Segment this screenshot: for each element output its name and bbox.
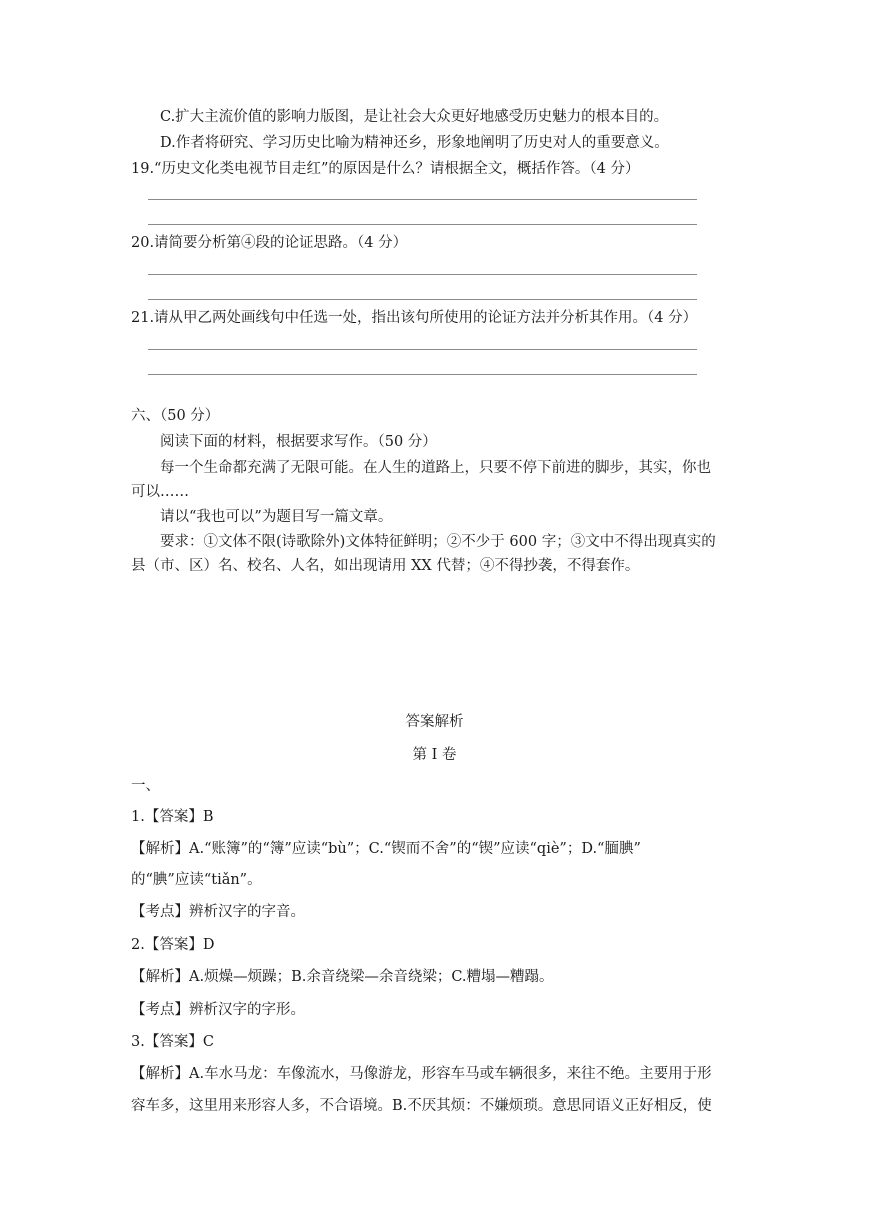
writing-material-cont: 可以…… [131, 484, 189, 500]
writing-task: 请以“我也可以”为题目写一篇文章。 [160, 509, 393, 525]
question-21: 21.请从甲乙两处画线句中任选一处，指出该句所使用的论证方法并分析其作用。（4 分） [131, 310, 698, 326]
point-2: 【考点】辨析汉字的字形。 [131, 1002, 305, 1018]
answer-3: 3.【答案】C [131, 1034, 214, 1050]
option-c: C.扩大主流价值的影响力版图，是让社会大众更好地感受历史魅力的根本目的。 [160, 109, 669, 125]
answers-volume: 第 I 卷 [412, 747, 457, 763]
answer-line [148, 274, 697, 275]
writing-material: 每一个生命都充满了无限可能。在人生的道路上，只要不停下前进的脚步，其实，你也 [160, 460, 711, 476]
analysis-3-cont: 容车多，这里用来形容人多，不合语境。B.不厌其烦：不嫌烦琐。意思同语义正好相反，使 [131, 1098, 712, 1114]
answers-title: 答案解析 [405, 714, 464, 730]
answer-1: 1.【答案】B [131, 809, 214, 825]
answer-line [148, 299, 697, 300]
writing-instruction: 阅读下面的材料，根据要求写作。（50 分） [160, 434, 437, 450]
analysis-3: 【解析】A.车水马龙：车像流水，马像游龙，形容车马或车辆很多，来往不绝。主要用于形 [131, 1066, 712, 1082]
writing-heading: 六、（50 分） [131, 408, 220, 424]
analysis-1: 【解析】A.“账簿”的“簿”应读“bù”；C.“锲而不舍”的“锲”应读“qiè”；D.“腼腆” [131, 841, 641, 857]
answers-section: 一、 [131, 778, 160, 794]
point-1: 【考点】辨析汉字的字音。 [131, 904, 305, 920]
analysis-1-cont: 的“腆”应读“tiǎn”。 [131, 872, 262, 888]
answer-2: 2.【答案】D [131, 937, 215, 953]
analysis-2: 【解析】A.烦燥—烦躁；B.余音绕梁—余音绕梁；C.糟塌—糟蹋。 [131, 969, 554, 985]
answer-line [148, 224, 697, 225]
question-19: 19.“历史文化类电视节目走红”的原因是什么？请根据全文，概括作答。（4 分） [131, 161, 640, 177]
answer-line [148, 199, 697, 200]
answer-line [148, 349, 697, 350]
writing-requirements-cont: 县（市、区）名、校名、人名，如出现请用 XX 代替；④不得抄袭，不得套作。 [131, 558, 640, 574]
question-20: 20.请简要分析第④段的论证思路。（4 分） [131, 235, 408, 251]
writing-requirements: 要求：①文体不限(诗歌除外)文体特征鲜明；②不少于 600 字；③文中不得出现真实的 [160, 534, 716, 550]
answer-line [148, 374, 697, 375]
option-d: D.作者将研究、学习历史比喻为精神还乡，形象地阐明了历史对人的重要意义。 [160, 135, 669, 151]
